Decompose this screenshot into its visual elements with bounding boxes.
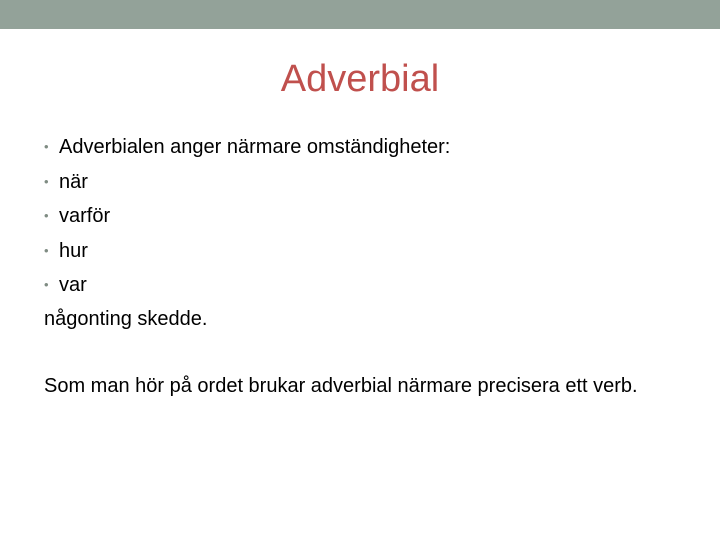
- bullet-icon: •: [44, 139, 49, 154]
- top-accent-bar: [0, 0, 720, 29]
- bullet-item: [44, 165, 450, 200]
- bullet-icon: •: [44, 173, 49, 189]
- bullet-text: varför: [59, 205, 111, 227]
- slide-title: [0, 58, 720, 101]
- bullet-item: [44, 199, 450, 234]
- bullet-text: var: [59, 274, 87, 296]
- bullet-item: [44, 234, 450, 269]
- slide-title-text: Adverbial: [280, 58, 440, 100]
- body-line: någonting skedde.: [44, 308, 208, 330]
- body-paragraph: Som man hör på ordet brukar adverbial närmare precisera ett verb.: [44, 375, 638, 397]
- bullet-text: Adverbialen anger närmare omständigheter:: [59, 136, 451, 158]
- bullet-icon: •: [44, 208, 49, 223]
- bullet-text: när: [59, 170, 88, 193]
- bullet-list: [44, 130, 450, 303]
- bullet-item: [44, 268, 450, 303]
- bullet-icon: •: [44, 242, 49, 258]
- bullet-icon: •: [44, 277, 49, 292]
- bullet-text: hur: [59, 239, 88, 262]
- bullet-item: [44, 130, 450, 165]
